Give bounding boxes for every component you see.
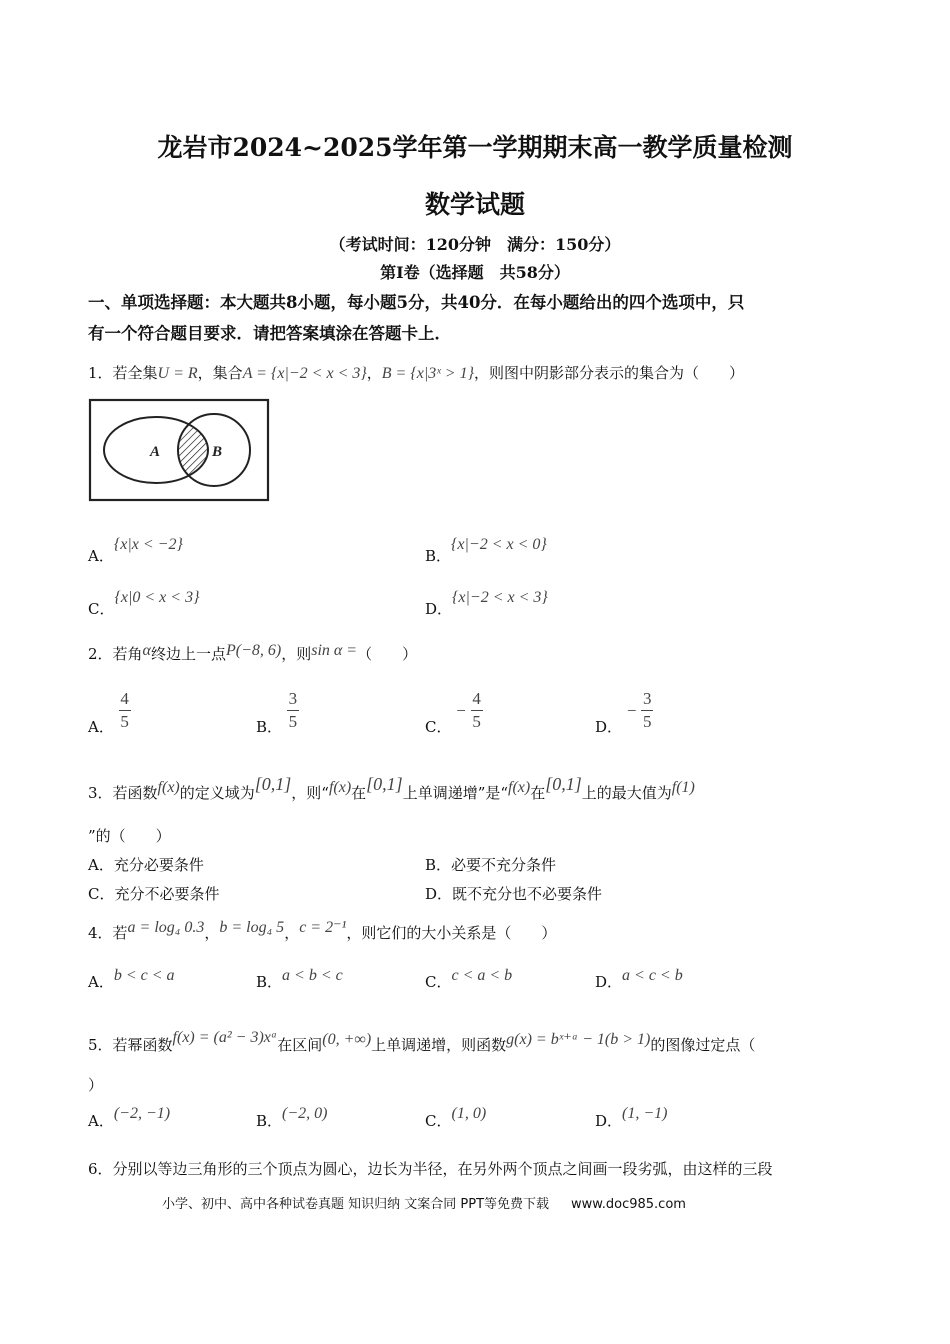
exam-subtitle: 数学试题 (424, 190, 525, 219)
q2-option-d: D． − $\frac{3}{5}$ (595, 689, 652, 736)
q5-option-c: C．(1, 0) (425, 1105, 487, 1130)
q3-option-a: A．充分必要条件 (88, 856, 204, 874)
q3-option-d: D．既不充分也不必要条件 (425, 885, 603, 903)
math-expr: A = {x|−2 < x < 3} (242, 365, 367, 382)
question-2: 2．若角α终边上一点P(−8, 6)，则sin α =（ ） (88, 642, 418, 663)
q5-option-b: B．(−2, 0) (256, 1105, 328, 1130)
q2-option-b: B． $\frac{3}{5}$ (256, 689, 298, 736)
q1-option-b: B．{x|−2 < x < 0} (425, 536, 547, 565)
math-expr: U = R (157, 365, 198, 382)
section-heading-line1: 一、单项选择题：本大题共8小题，每小题5分，共40分．在每小题给出的四个选项中，只 (88, 293, 745, 312)
question-4: 4．若a = log₄ 0.3，b = log₄ 5，c = 2⁻¹，则它们的大小关系是（ ） (88, 919, 557, 942)
q1-option-c: C．{x|0 < x < 3} (88, 589, 200, 618)
q2-option-c: C． − $\frac{4}{5}$ (425, 689, 481, 736)
q4-option-d: D．a < c < b (595, 967, 683, 991)
question-5-continued: ） (88, 1076, 104, 1094)
part-heading: 第Ⅰ卷（选择题 共58分） (380, 263, 570, 282)
q3-option-c: C．充分不必要条件 (88, 885, 220, 903)
q5-option-a: A．(−2, −1) (88, 1105, 171, 1130)
q5-option-d: D．(1, −1) (595, 1105, 668, 1130)
exam-title: 龙岩市2024~2025学年第一学期期末高一教学质量检测 (157, 133, 793, 162)
footer-url[interactable]: www.doc985.com (571, 1197, 686, 1212)
question-3-continued: ”的（ ） (88, 827, 171, 845)
fraction: $\frac{4}{5}$ (120, 689, 129, 731)
set-a-label: A (150, 444, 161, 460)
fraction: $\frac{4}{5}$ (472, 689, 481, 731)
question-6: 6．分别以等边三角形的三个顶点为圆心，边长为半径，在另外两个顶点之间画一段劣弧，由这样的三段 (88, 1160, 773, 1178)
set-b-label: B (212, 444, 223, 460)
q3-option-b: B．必要不充分条件 (425, 856, 557, 874)
venn-diagram (88, 398, 272, 504)
question-3: 3．若函数f(x)的定义域为[0,1]，则“f(x)在[0,1]上单调递增”是“f(x)在[0,1]上的最大值为f(1) (88, 774, 695, 802)
exam-info: （考试时间：120分钟 满分：150分） (329, 235, 621, 254)
q4-option-a: A．b < c < a (88, 967, 175, 991)
question-1: 1．若全集U = R，集合A = {x|−2 < x < 3}，B = {x|3ˣ > 1}，则图中阴影部分表示的集合为（ ） (88, 364, 744, 382)
q4-option-c: C．c < a < b (425, 967, 513, 991)
fraction: $\frac{3}{5}$ (288, 689, 298, 731)
footer-text: 小学、初中、高中各种试卷真题 知识归纳 文案合同 PPT等免费下载 www.doc985.com (162, 1197, 686, 1212)
q2-option-a: A． $\frac{4}{5}$ (88, 689, 129, 736)
q1-option-a: A．{x|x < −2} (88, 536, 183, 565)
math-expr: B = {x|3ˣ > 1} (381, 365, 474, 382)
question-5: 5．若幂函数f(x) = (a² − 3)xᵃ在区间(0, +∞)上单调递增，则函数g(x) = bˣ⁺ᵃ − 1(b > 1)的图像过定点（ (88, 1029, 756, 1054)
section-heading-line2: 有一个符合题目要求．请把答案填涂在答题卡上． (88, 324, 451, 343)
q4-option-b: B．a < b < c (256, 967, 343, 991)
q1-option-d: D．{x|−2 < x < 3} (425, 589, 548, 618)
fraction: $\frac{3}{5}$ (642, 689, 652, 731)
